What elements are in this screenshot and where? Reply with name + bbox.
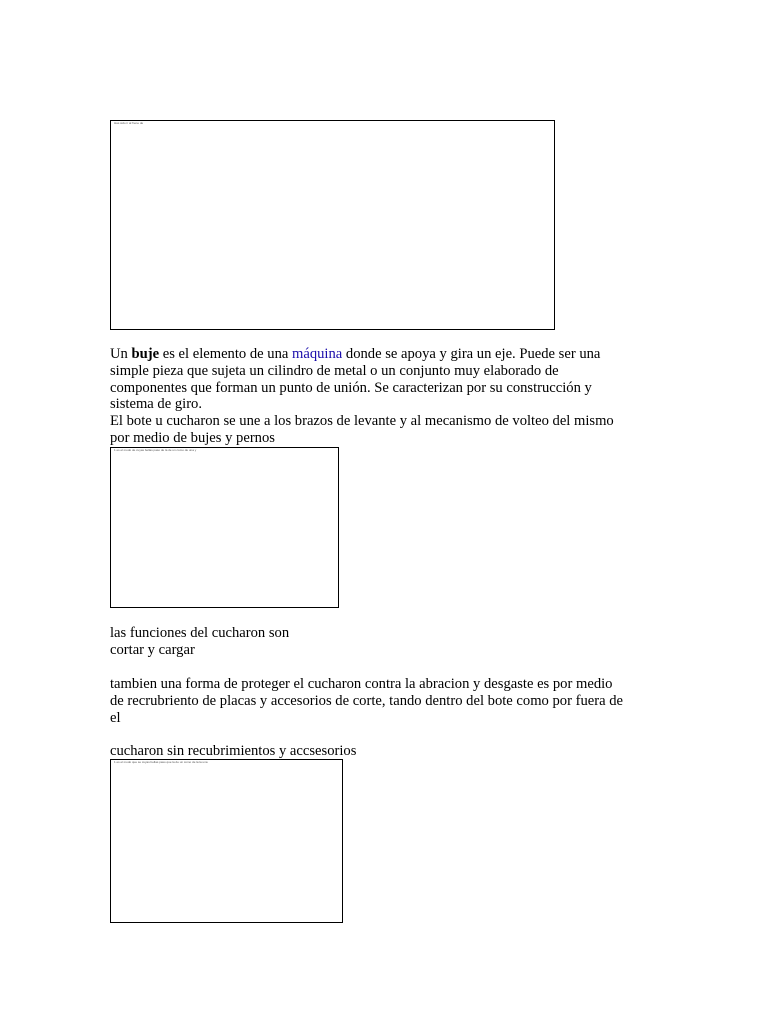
paragraph-line: cortar y cargar [110, 641, 195, 658]
paragraph-line: de recrubriento de placas y accesorios de corte, tando dentro del bote como por fuera de [110, 692, 623, 709]
paragraph-line: El bote u cucharon se une a los brazos de levante y al mecanismo de volteo del mismo [110, 413, 614, 430]
bold-term: buje [131, 346, 160, 362]
paragraph-line: componentes que forman un punto de unión. Se caracterizan por su construcción y [110, 379, 592, 396]
image-caption-3: 1 es el modo que se cuyas bellas paso que la de un como de la la una [114, 760, 208, 764]
image-caption-2: 1 es el modo de cuyas bellas paso de la de un como de una y [114, 448, 197, 452]
paragraph-funciones [110, 625, 670, 659]
paragraph-line: el [110, 709, 121, 726]
image-placeholder-2 [110, 447, 339, 608]
paragraph-line: sistema de giro. [110, 396, 203, 413]
image-placeholder-1 [110, 120, 555, 330]
paragraph-proteccion [110, 676, 670, 726]
paragraph-buje [110, 346, 670, 447]
paragraph-line: las funciones del cucharon son [110, 625, 290, 641]
paragraph-line: Un buje es el elemento de una máquina donde se apoya y gira un eje. Puede ser una [110, 346, 601, 362]
image-caption-1: Has sido ir al frene de [114, 121, 144, 125]
paragraph-line: tambien una forma de proteger el cucharon contra la abracion y desgaste es por medio [110, 676, 613, 692]
paragraph-line: simple pieza que sujeta un cilindro de metal o un conjunto muy elaborado de [110, 362, 559, 379]
maquina-link[interactable]: máquina [292, 346, 343, 362]
paragraph-line: por medio de bujes y pernos [110, 429, 275, 446]
image-placeholder-3 [110, 759, 343, 923]
paragraph-recubrimientos [110, 743, 670, 760]
paragraph-line: cucharon sin recubrimientos y accsesorios [110, 743, 357, 759]
